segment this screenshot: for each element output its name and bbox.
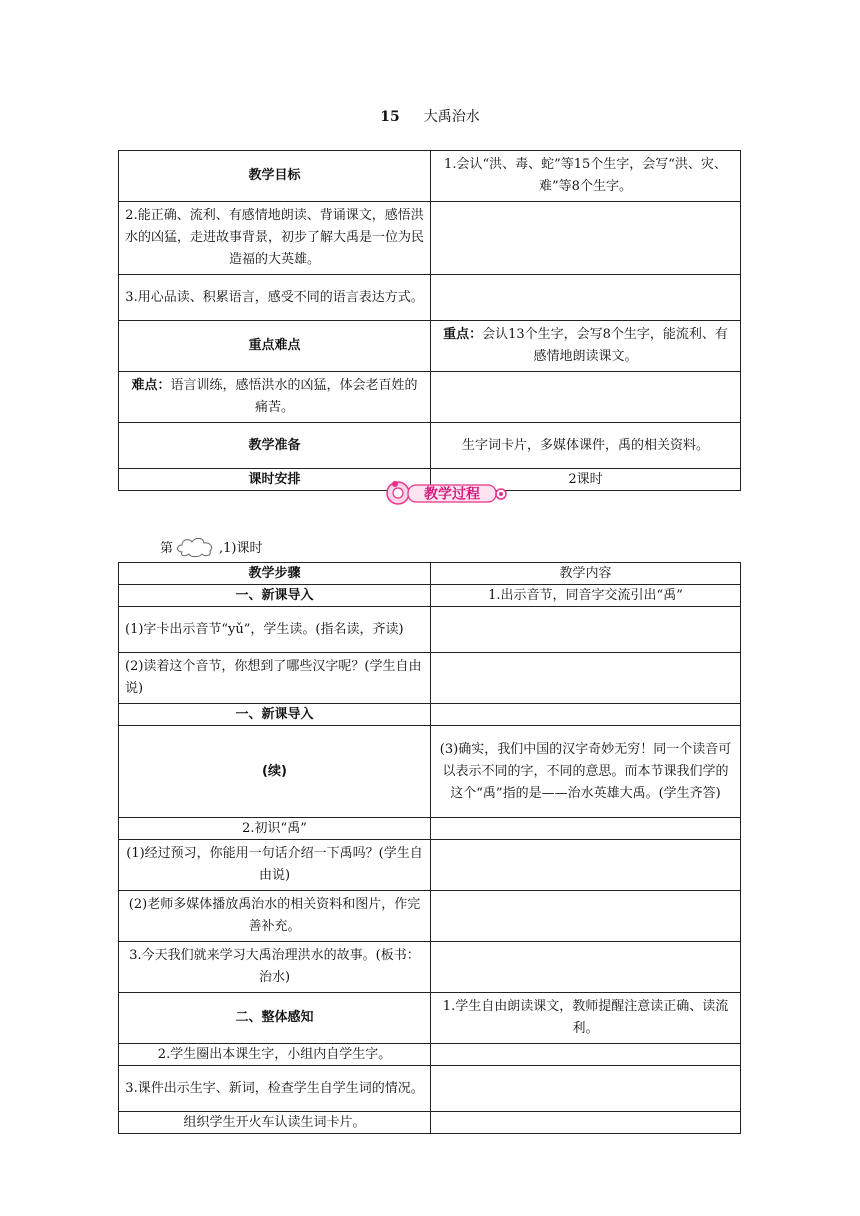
table-cell: (1)经过预习，你能用一句话介绍一下禹吗？(学生自由说): [119, 840, 431, 891]
table-cell: 1.出示音节，同音字交流引出“禹”: [431, 585, 741, 607]
table-cell: [431, 704, 741, 726]
table-cell: 一、新课导入: [119, 704, 431, 726]
table-row: [119, 321, 741, 372]
table-cell: [431, 840, 741, 891]
table-row: [119, 704, 741, 726]
sun-icon: [496, 489, 506, 499]
table-row: [119, 202, 741, 275]
key-point-text: 会认13个生字，会写8个生字，能流利、有感情地朗读课文。: [482, 327, 728, 364]
table-row: [119, 942, 741, 993]
table-cell: 3.今天我们就来学习大禹治理洪水的故事。(板书：治水): [119, 942, 431, 993]
page-title: [0, 106, 860, 126]
table-cell: [431, 321, 741, 372]
table-cell: [431, 942, 741, 993]
table-cell: 组织学生开火车认读生词卡片。: [119, 1112, 431, 1134]
table-cell: 2.能正确、流利、有感情地朗读、背诵课文，感悟洪水的凶猛，走进故事背景，初步了解大禹是一位为民造福的大英雄。: [119, 202, 431, 275]
table-cell: [431, 1066, 741, 1112]
table-cell: 教学准备: [119, 423, 431, 469]
flower-icon: [387, 481, 409, 504]
table-cell: (1)字卡出示音节“yǔ”，学生读。(指名读，齐读): [119, 607, 431, 653]
difficulty-label: 难点：: [131, 378, 171, 393]
table-row: [119, 372, 741, 423]
table-cell: 重点难点: [119, 321, 431, 372]
lesson-period-label: [160, 534, 263, 558]
table-row: [119, 151, 741, 202]
lesson-prefix: 第: [160, 540, 174, 556]
table-row: [119, 840, 741, 891]
table-row: [119, 585, 741, 607]
table-cell: (2)读着这个音节，你想到了哪些汉字呢？(学生自由说): [119, 653, 431, 704]
table-cell: [431, 202, 741, 275]
table-cell: 3.课件出示生字、新词，检查学生自学生词的情况。: [119, 1066, 431, 1112]
table-row: [119, 1044, 741, 1066]
table-header-row: [119, 563, 741, 585]
banner-text: 教学过程: [424, 486, 480, 503]
table-cell: 二、整体感知: [119, 993, 431, 1044]
key-point-label: 重点：: [443, 327, 483, 342]
table-cell: [431, 891, 741, 942]
table-row: [119, 993, 741, 1044]
table-row: [119, 653, 741, 704]
table-cell: [431, 607, 741, 653]
table-cell: 1.学生自由朗读课文，教师提醒注意读正确、读流利。: [431, 993, 741, 1044]
table-cell: [119, 372, 431, 423]
table-cell: (3)确实，我们中国的汉字奇妙无穷！同一个读音可以表示不同的字，不同的意思。而本节课我们学的这个“禹”指的是——治水英雄大禹。(学生齐答): [431, 726, 741, 818]
table-cell: (2)老师多媒体播放禹治水的相关资料和图片，作完善补充。: [119, 891, 431, 942]
table-cell: [431, 653, 741, 704]
table-cell: [431, 372, 741, 423]
table-row: [119, 1112, 741, 1134]
table-cell: 生字词卡片，多媒体课件，禹的相关资料。: [431, 423, 741, 469]
table-cell: (续): [119, 726, 431, 818]
table-row: [119, 423, 741, 469]
table-row: [119, 1066, 741, 1112]
table-cell: 课时安排: [119, 469, 431, 491]
table-cell: 一、新课导入: [119, 585, 431, 607]
table-cell: [431, 275, 741, 321]
table-cell: 1.会认“洪、毒、蛇”等15个生字，会写“洪、灾、难”等8个生字。: [431, 151, 741, 202]
lesson-suffix: ,1)课时: [219, 540, 263, 556]
column-header-steps: 教学步骤: [119, 563, 431, 585]
table-cell: 2.初识“禹”: [119, 818, 431, 840]
lesson-number: 15: [380, 109, 400, 125]
table-row: [119, 275, 741, 321]
teaching-goals-table: [118, 150, 741, 491]
table-row: [119, 818, 741, 840]
teaching-process-banner: [384, 478, 509, 508]
table-cell: [431, 1044, 741, 1066]
cloud-icon: [174, 534, 218, 558]
table-cell: [431, 818, 741, 840]
lesson-title: 大禹治水: [423, 109, 480, 125]
table-row: [119, 726, 741, 818]
table-cell: 2.学生圈出本课生字，小组内自学生字。: [119, 1044, 431, 1066]
table-cell: 2课时: [431, 469, 741, 491]
table-cell: [431, 1112, 741, 1134]
table-cell: 3.用心品读、积累语言，感受不同的语言表达方式。: [119, 275, 431, 321]
table-row: [119, 607, 741, 653]
table-cell: 教学目标: [119, 151, 431, 202]
teaching-process-table: [118, 562, 741, 1134]
column-header-content: 教学内容: [431, 563, 741, 585]
table-row: [119, 891, 741, 942]
difficulty-text: 语言训练，感悟洪水的凶猛，体会老百姓的痛苦。: [170, 378, 418, 415]
